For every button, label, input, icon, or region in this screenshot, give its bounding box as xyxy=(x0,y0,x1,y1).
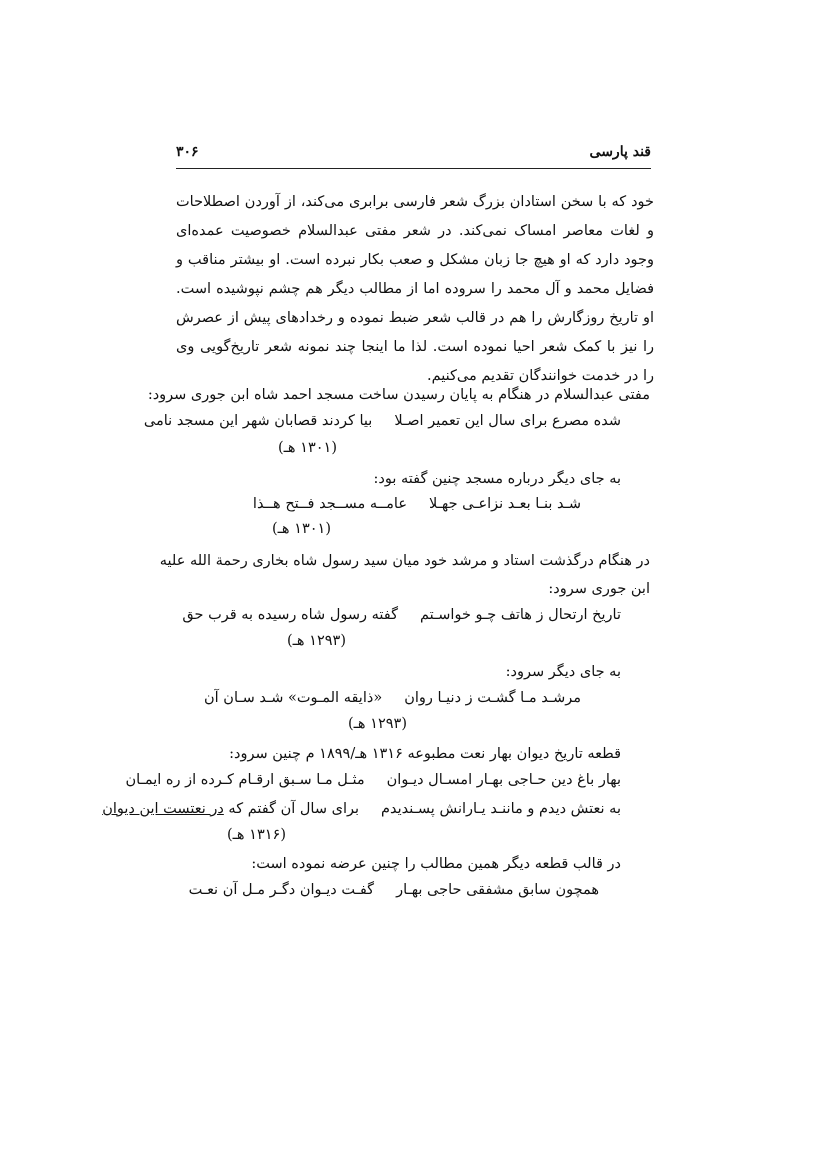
verse-hemistich-right: شده مصرع برای سال این تعمیر اصـلا xyxy=(394,413,621,429)
verse-couplet xyxy=(102,801,621,817)
underlined-phrase: در نعتست این دیوان xyxy=(102,801,224,817)
verse-couplet xyxy=(204,690,581,706)
section-intro: مفتی عبدالسلام در هنگام به پایان رسیدن ساخت مسجد احمد شاه ابن جوری سرود: xyxy=(147,387,650,403)
section-intro: در هنگام درگذشت استاد و مرشد خود میان سید رسول شاه بخاری رحمة الله علیه xyxy=(159,553,650,569)
section-intro: در قالب قطعه دیگر همین مطالب را چنین عرضه نموده است: xyxy=(251,856,621,872)
section-intro-continued: ابن جوری سرود: xyxy=(548,581,650,597)
section-intro: به جای دیگر سرود: xyxy=(505,664,621,680)
verse-hemistich-left: گفـت دیـوان دگـر مـل آن نعـت xyxy=(188,882,375,898)
verse-hemistich-left xyxy=(102,801,359,817)
date-note: (۱۲۹۳ هـ) xyxy=(348,716,407,732)
verse-couplet xyxy=(189,882,599,898)
verse-hemistich-right: به نعتش دیدم و ماننـد یـارانش پسـندیدم xyxy=(381,801,621,817)
page-header xyxy=(176,142,651,169)
verse-hemistich-left: بیا کردند قصابان شهر این مسجد نامی xyxy=(143,413,373,429)
verse-couplet xyxy=(182,607,621,623)
verse-couplet xyxy=(126,772,621,788)
verse-hemistich-left: مثـل مـا سـبق ارقـام کـرده از ره ایمـان xyxy=(125,772,365,788)
date-note: (۱۳۱۶ هـ) xyxy=(227,827,286,843)
verse-hemistich-left: گفته رسول شاه رسیده به قرب حق xyxy=(182,607,398,623)
verse-hemistich-left: عامــه مســجد فــتح هــذا xyxy=(252,496,407,512)
verse-couplet xyxy=(144,413,621,429)
intro-paragraph-text: خود که با سخن استادان بزرگ شعر فارسی برابری می‌کند، از آوردن اصطلاحات و لغات معاصر امساک نمی‌کند. در شعر مفتی عبدالسلام خصوصیت عمده‌ای وجود دارد که او هیچ جا زبان مشکل و صعب بکار نبرده است. او بیشتر مناقب و فضایل محمد و آل محمد را سروده اما از مطالب دیگر هم چشم نپوشیده است. او تاریخ روزگارش را هم در قالب شعر ضبط نموده و رخدادهای پیش از عصرش را نیز با کمک شعر احیا نموده است. لذا ما اینجا چند نمونه شعر تاریخ‌گویی وی را در خدمت خوانندگان تقدیم می‌کنیم. xyxy=(176,194,654,384)
verse-couplet xyxy=(253,496,581,512)
verse-text: برای سال آن گفتم که xyxy=(223,801,360,817)
verse-hemistich-right: بهار باغ دین حـاجی بهـار امسـال دیـوان xyxy=(386,772,621,788)
section-intro: قطعه تاریخ دیوان بهار نعت مطبوعه ۱۳۱۶ هـ/۱۸۹۹ م چنین سرود: xyxy=(229,746,621,762)
date-note: (۱۳۰۱ هـ) xyxy=(272,521,331,537)
page-number: ۳۰۶ xyxy=(176,144,199,160)
verse-hemistich-right: مرشـد مـا گشـت ز دنیـا روان xyxy=(404,690,581,706)
intro-paragraph xyxy=(176,188,654,391)
verse-hemistich-left: «ذایقه المـوت» شـد سـان آن xyxy=(204,690,383,706)
running-title: قند پارسی xyxy=(589,144,651,160)
verse-hemistich-right: شـد بنـا بعـد نزاعـی جهـلا xyxy=(428,496,581,512)
section-intro: به جای دیگر درباره مسجد چنین گفته بود: xyxy=(373,471,621,487)
verse-hemistich-right: تاریخ ارتحال ز هاتف چـو خواسـتم xyxy=(420,607,621,623)
verse-hemistich-right: همچون سابق مشفقی حاجی بهـار xyxy=(396,882,599,898)
date-note: (۱۲۹۳ هـ) xyxy=(287,633,346,649)
date-note: (۱۳۰۱ هـ) xyxy=(278,440,337,456)
